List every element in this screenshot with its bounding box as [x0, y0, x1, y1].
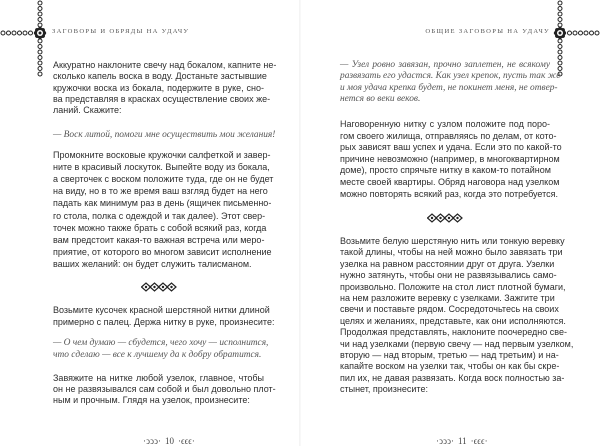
right-page [300, 0, 600, 446]
paragraph-line: можно повторять всякий раз, когда это потребуется. [340, 188, 559, 199]
incantation-line: что сделаю — все к лучшему да к добру обратится. [53, 350, 262, 360]
page-number-flourish-right-icon: ·ϵϵϵ· [470, 436, 488, 446]
incantation-line: — О чем думаю — сбудется, чего хочу — исполнится, [53, 338, 269, 348]
incantation-line: и моя удача крепка будет, не покинет меня, не отвер- [340, 82, 558, 93]
paragraph-line: месте своей квартиры. Обряд наговора над узелком [340, 177, 560, 187]
paragraph-line: вторую — над вторым, третью — над третьим) и на- [340, 350, 559, 360]
paragraph-line: ваших желаний: он будет служить талисманом. [53, 258, 252, 269]
corner-ornament-icon [0, 0, 50, 80]
paragraph-line: нужно затянуть, чтобы они не развязывались само- [340, 270, 557, 281]
page-number [143, 436, 195, 446]
paragraph-line: чи над узелками (первую свечу — над первым узелком, [340, 338, 574, 349]
paragraph-line: он не развязывался сам собой и был довольно плот- [53, 384, 276, 394]
page-number-value: 10 [164, 436, 174, 446]
page-number [436, 436, 488, 446]
incantation-line: — Узел ровно завязан, прочно заплетен, не всякому [340, 60, 550, 70]
paragraph-line: ным и прочным. Глядя на узелок, произнесите: [53, 395, 250, 405]
paragraph-line: гом своего жилища, отправляясь по делам, от кото- [340, 130, 557, 141]
section-divider-ornament-icon [427, 213, 463, 223]
paragraph-line: Промокните восковые кружочки салфеткой и завер- [53, 150, 271, 160]
paragraph-line: Наговоренную нитку с узлом положите под поро- [340, 119, 550, 129]
paragraph-line: вам предстоит какая-то важная встреча или меро- [53, 234, 265, 245]
paragraph-line: причине невозможно (например, в многоквартирном [340, 153, 560, 164]
paragraph-line: капайте воском на узелки так, чтобы он как бы скре- [340, 361, 560, 372]
paragraph-line: приятие, от которого во многом зависит исполнение [53, 246, 272, 257]
paragraph-line: целях и желаниях, представьте, как они исполняются. [340, 315, 566, 326]
paragraph-line: кружочки воска из бокала, подержите в руке, сно- [53, 82, 264, 93]
running-header: ЗАГОВОРЫ И ОБРЯДЫ НА УДАЧУ [52, 28, 190, 35]
incantation-line: — Воск литой, помоги мне осуществить мои желания! [53, 130, 276, 140]
corner-ornament-icon [550, 0, 600, 80]
paragraph-line: Аккуратно наклоните свечу над бокалом, капните не- [53, 60, 277, 70]
paragraph-line: примерно с палец. Держа нитку в руке, произнесите: [53, 316, 275, 327]
paragraph-line: ните в красивый лоскуток. Выпейте воду из бокала, [53, 162, 270, 173]
paragraph-line: такой длины, чтобы на ней можно было завязать три [340, 247, 563, 258]
paragraph-line: пил их, не давая развязать. Когда воск полностью за- [340, 372, 565, 383]
paragraph-line: на нем разложите веревку с узелками. Зажгите три [340, 293, 555, 303]
page-number-flourish-left-icon: ·ↄↄↄ· [436, 436, 454, 446]
paragraph-line: произвольно. Положите на стол лист плотной бумаги, [340, 281, 566, 292]
section-divider-ornament-icon [141, 282, 177, 292]
paragraph-line: Завяжите на нитке любой узелок, главное, чтобы [53, 373, 264, 383]
paragraph-line: сколько капель воска в воду. Достаньте застывшие [53, 71, 267, 82]
incantation-line: развязать его удастся. Как узел крепок, пусть так же [340, 71, 561, 82]
paragraph-line: Возьмите кусочек красной шерстяной нитки длиной [53, 305, 270, 315]
paragraph-line: точек можно также брать с собой всякий раз, когда [53, 222, 267, 233]
page-number-flourish-left-icon: ·ↄↄↄ· [143, 436, 161, 446]
paragraph-line: Продолжая представлять, наклоните поочередно све- [340, 327, 567, 338]
incantation-line: нется во веки веков. [340, 94, 421, 105]
paragraph-line: рых зависят ваш успех и удача. Если это по какой-то [340, 142, 562, 153]
paragraph-line: узелка на равном расстоянии друг от друга. Узелки [340, 258, 555, 269]
paragraph-line: доме), просто спрячьте нитку в каком-то потайном [340, 165, 551, 176]
paragraph-line: а сверточек с воском положите туда, где он не будет [53, 174, 274, 185]
running-header: ОБЩИЕ ЗАГОВОРЫ НА УДАЧУ [425, 28, 550, 35]
paragraph-line: Возьмите белую шерстяную нить или тонкую веревку [340, 236, 565, 246]
paragraph-line: ва представляя в красках осуществление своих же- [53, 93, 271, 104]
page-number-value: 11 [457, 436, 467, 446]
paragraph-line: ланий. Скажите: [53, 105, 122, 116]
paragraph-line: стынет, произнесите: [340, 384, 428, 395]
paragraph-line: го стола, полка с одеждой и так далее). Этот свер- [53, 210, 266, 221]
page-number-flourish-right-icon: ·ϵϵϵ· [177, 436, 195, 446]
paragraph-line: свечи и поставьте рядом. Сосредоточьтесь на своих [340, 304, 559, 315]
paragraph-line: на виду, но в то же время ваш взгляд будет на него [53, 186, 268, 197]
paragraph-line: падать как минимум раз в день (ящичек письменно- [53, 198, 272, 209]
